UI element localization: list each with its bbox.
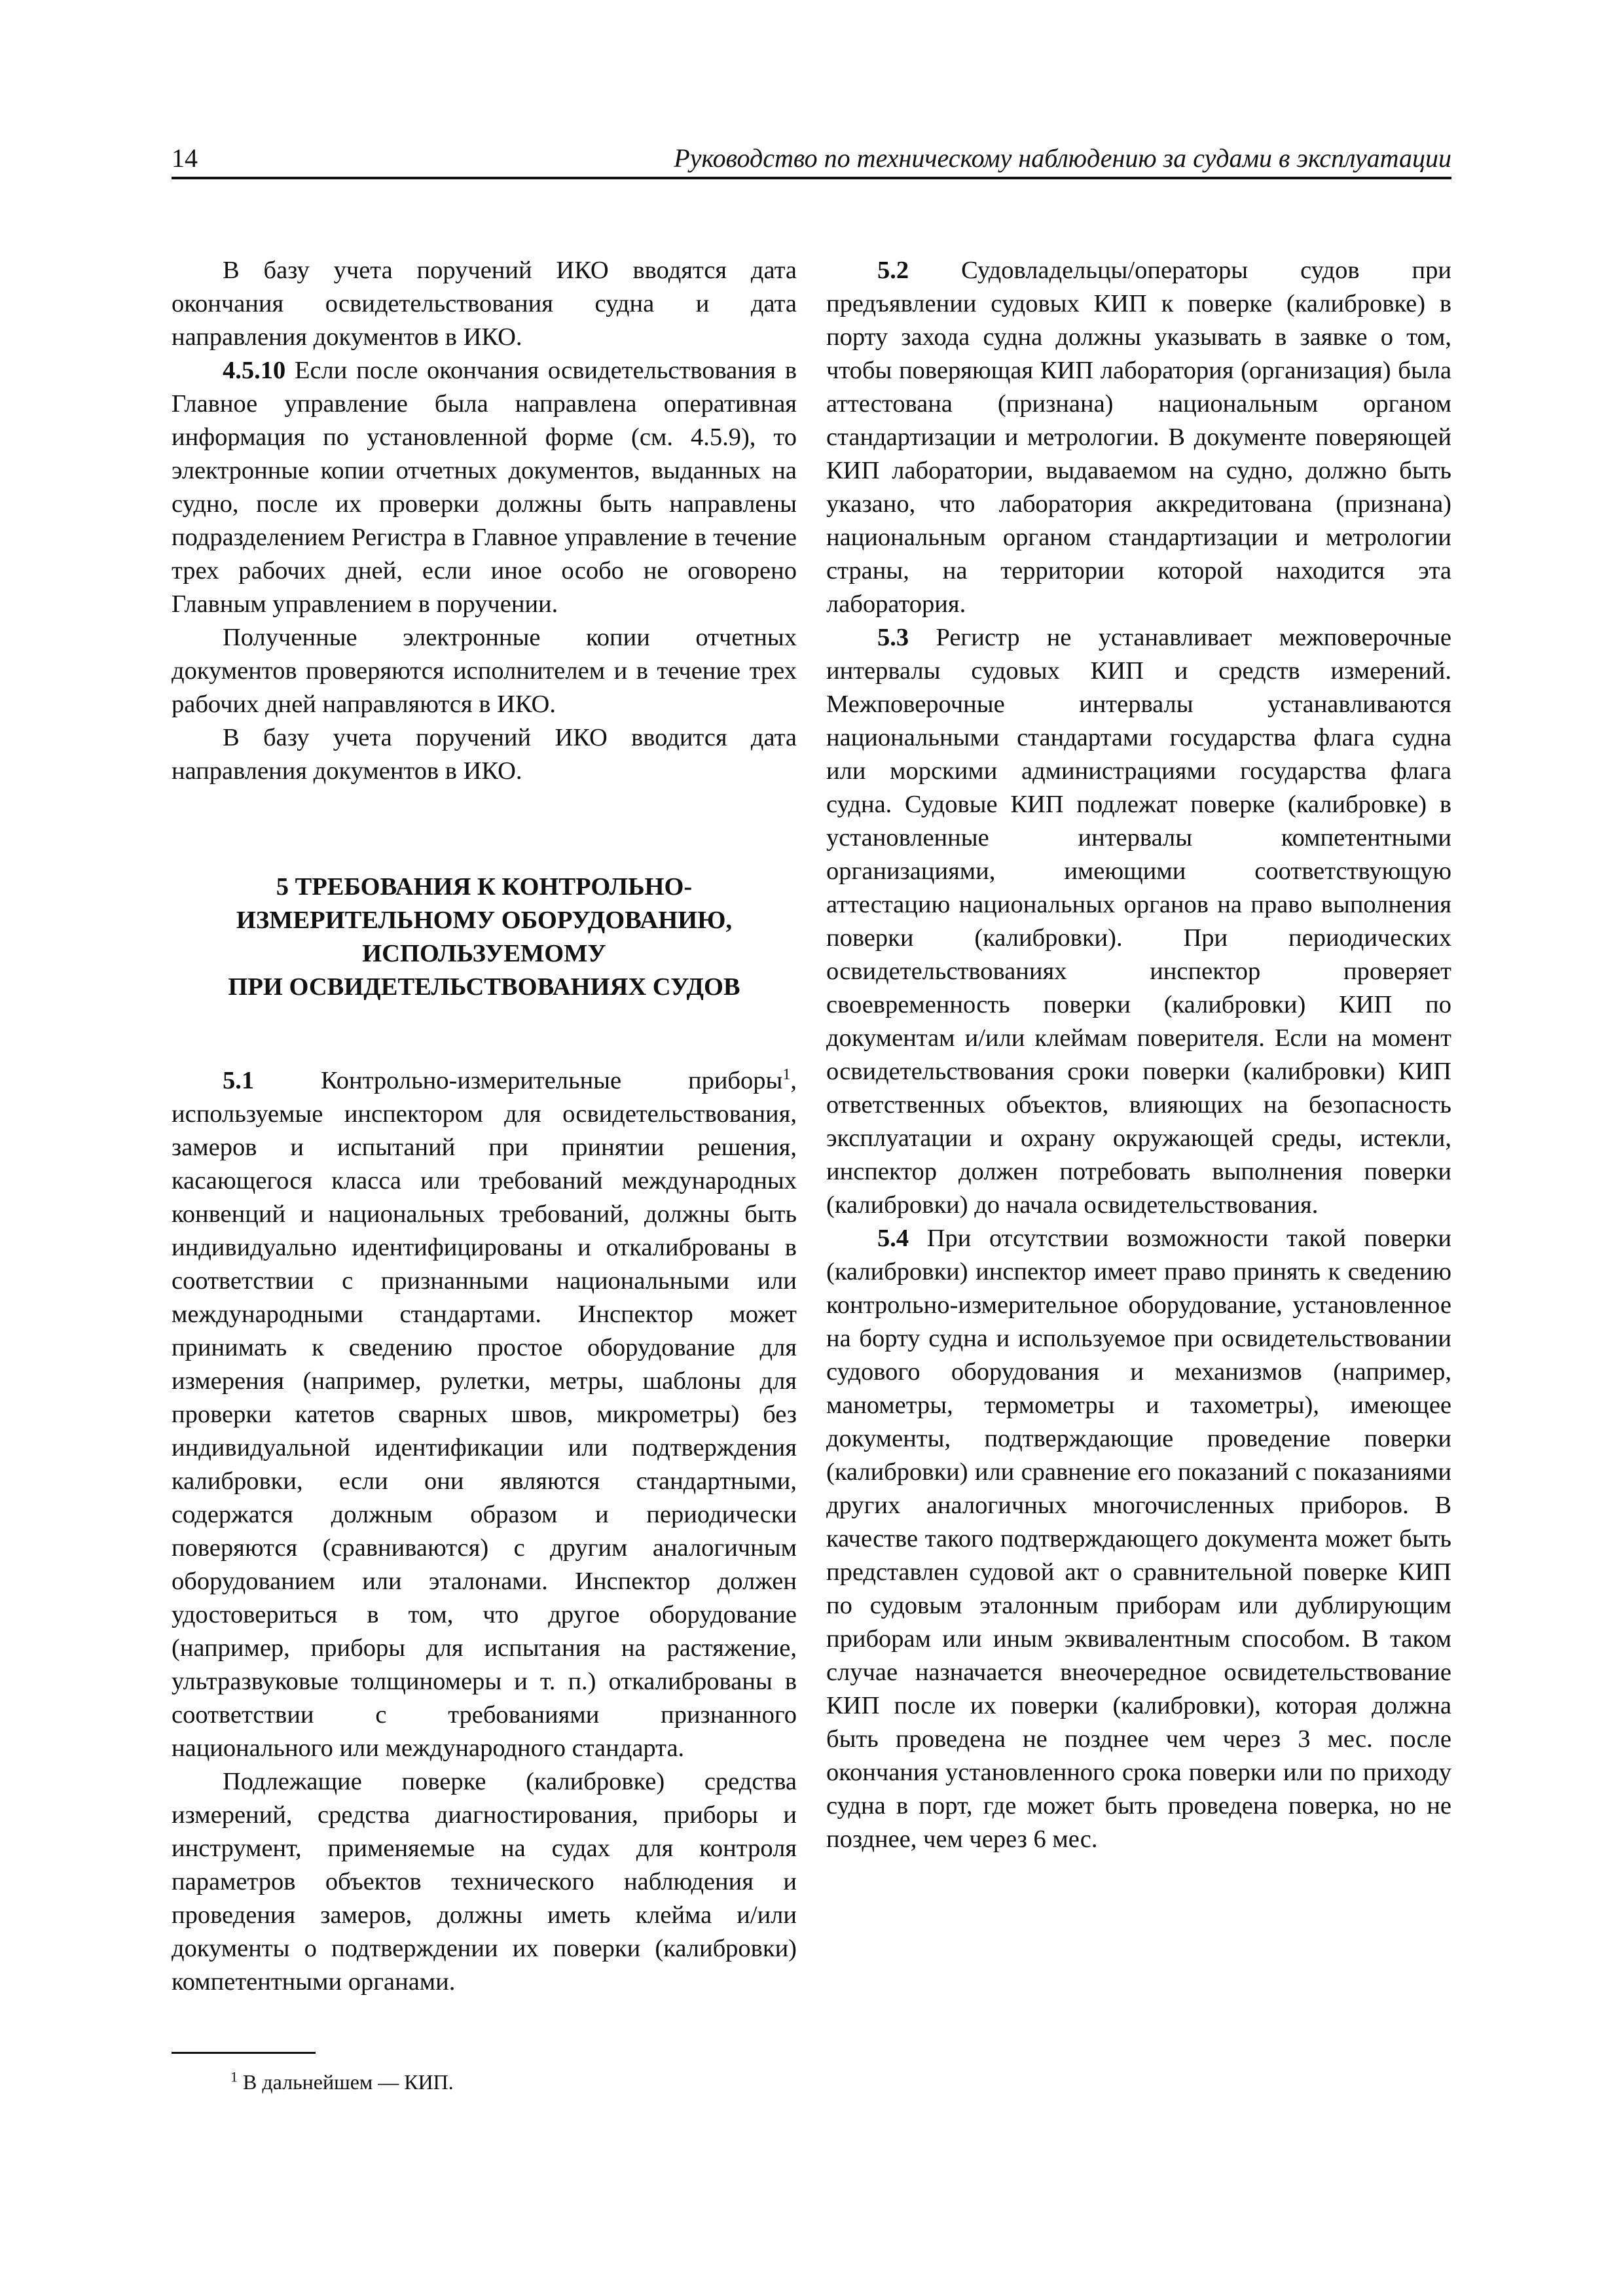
right-column xyxy=(826,254,1451,1856)
paragraph-4-5-10: 4.5.10 Если после окончания освидетельствования в Главное управление была направлена оперативная информация по установленной форме (см. 4.5.9), то электронные копии отчетных документов, выданных на судно, после их проверки должны быть направлены подразделением Регистра в Главное управление в течение трех рабочих дней, если иное особо не оговорено Главным управлением в поручении. xyxy=(172,357,797,618)
page-number: 14 xyxy=(172,143,198,173)
left-column xyxy=(172,254,797,1999)
paragraph-5-4: 5.4 При отсутствии возможности такой поверки (калибровки) инспектор имеет право принять к сведению контрольно-измерительное оборудование, установленное на борту судна и используемое при освидетельствовании судового оборудования и механизмов (например, манометры, термометры и тахометры), имеющее документы, подтверждающие проведение поверки (калибровки) или сравнение его показаний с показаниями других аналогичных многочисленных приборов. В качестве такого подтверждающего документа может быть представлен судовой акт о сравнительной поверке КИП по судовым эталонным приборам или дублирующим приборам или иным эквивалентным способом. В таком случае назначается внеочередное освидетельствование КИП после их поверки (калибровки), которая должна быть проведена не позднее чем через 3 мес. после окончания установленного срока поверки или по приходу судна в порт, где может быть проведена поверка, но не позднее, чем через 6 мес. xyxy=(826,1225,1451,1853)
running-title: Руководство по техническому наблюдению за судами в эксплуатации xyxy=(674,143,1451,173)
paragraph-5-1: 5.1 Контрольно-измерительные приборы$^1$, используемые инспектором для освидетельствования, замеров и испытаний при принятии решения, касающегося класса или требований международных конвенций и национальных требований, должны быть индивидуально идентифицированы и откалиброваны в соответствии с признанными национальными или международными стандартами. Инспектор может принимать к сведению простое оборудование для измерения (например, рулетки, метры, шаблоны для проверки катетов сварных швов, микрометры) без индивидуальной идентификации или подтверждения калибровки, если они являются стандартными, содержатся должным образом и периодически поверяются (сравниваются) с другим аналогичным оборудованием или эталонами. Инспектор должен удостовериться в том, что другое оборудование (например, приборы для испытания на растяжение, ультразвуковые толщиномеры и т. п.) откалиброваны в соответствии с требованиями признанного национального или международного стандарта. xyxy=(172,1066,797,1762)
header-rule xyxy=(172,177,1451,179)
footnote-rule xyxy=(172,2052,316,2054)
paragraph-iko-date: В базу учета поручений ИКО вводятся дата окончания освидетельствования судна и дата направления документов в ИКО. xyxy=(172,257,797,351)
paragraph-verification-marks: Подлежащие поверке (калибровке) средства измерений, средства диагностирования, приборы и инструмент, применяемые на судах для контроля параметров объектов технического наблюдения и проведения замеров, должны иметь клейма и/или документы о подтверждении их поверки (калибровки) компетентными органами. xyxy=(172,1768,797,1996)
footnote-marker: 1 xyxy=(782,1066,791,1084)
paragraph-5-2: 5.2 Судовладельцы/операторы судов при предъявлении судовых КИП к поверке (калибровке) в порту захода судна должны указывать в заявке о том, чтобы поверяющая КИП лаборатория (организация) была аттестована (признана) национальным органом стандартизации и метрологии. В документе поверяющей КИП лаборатории, выдаваемом на судно, должно быть указано, что лаборатория аккредитована (признана) национальным органом стандартизации и метрологии страны, на территории которой находится эта лаборатория. xyxy=(826,257,1451,618)
paragraph-iko-direction-date: В базу учета поручений ИКО вводится дата направления документов в ИКО. xyxy=(172,724,797,785)
clause-number: 5.2 xyxy=(877,257,909,284)
footnote: $^1$ В дальнейшем — КИП. xyxy=(230,2068,454,2094)
clause-number: 5.4 xyxy=(877,1225,909,1252)
clause-number: 5.3 xyxy=(877,624,909,651)
paragraph-electronic-copies: Полученные электронные копии отчетных документов проверяются исполнителем и в течение трех рабочих дней направляются в ИКО. xyxy=(172,624,797,718)
clause-number: 4.5.10 xyxy=(223,357,286,384)
paragraph-5-3: 5.3 Регистр не устанавливает межповерочные интервалы судовых КИП и средств измерений. Межповерочные интервалы устанавливаются национальными стандартами государства флага судна или морскими администрациями государства флага судна. Судовые КИП подлежат поверке (калибровке) в установленные интервалы компетентными организациями, имеющими соответствующую аттестацию национальных органов на право выполнения поверки (калибровки). При периодических освидетельствованиях инспектор проверяет своевременность поверки (калибровки) КИП по документам и/или клеймам поверителя. Если на момент освидетельствования сроки поверки (калибровки) КИП ответственных объектов, влияющих на безопасность эксплуатации и охрану окружающей среды, истекли, инспектор должен потребовать выполнения поверки (калибровки) до начала освидетельствования. xyxy=(826,624,1452,1219)
clause-number: 5.1 xyxy=(223,1067,255,1094)
footnote-marker: 1 xyxy=(230,2068,238,2085)
section-heading: 5 ТРЕБОВАНИЯ К КОНТРОЛЬНО- ИЗМЕРИТЕЛЬНОМУ ОБОРУДОВАНИЮ, ИСПОЛЬЗУЕМОМУ ПРИ ОСВИДЕТЕЛЬСТВОВАНИЯХ СУДОВ xyxy=(228,873,740,1001)
